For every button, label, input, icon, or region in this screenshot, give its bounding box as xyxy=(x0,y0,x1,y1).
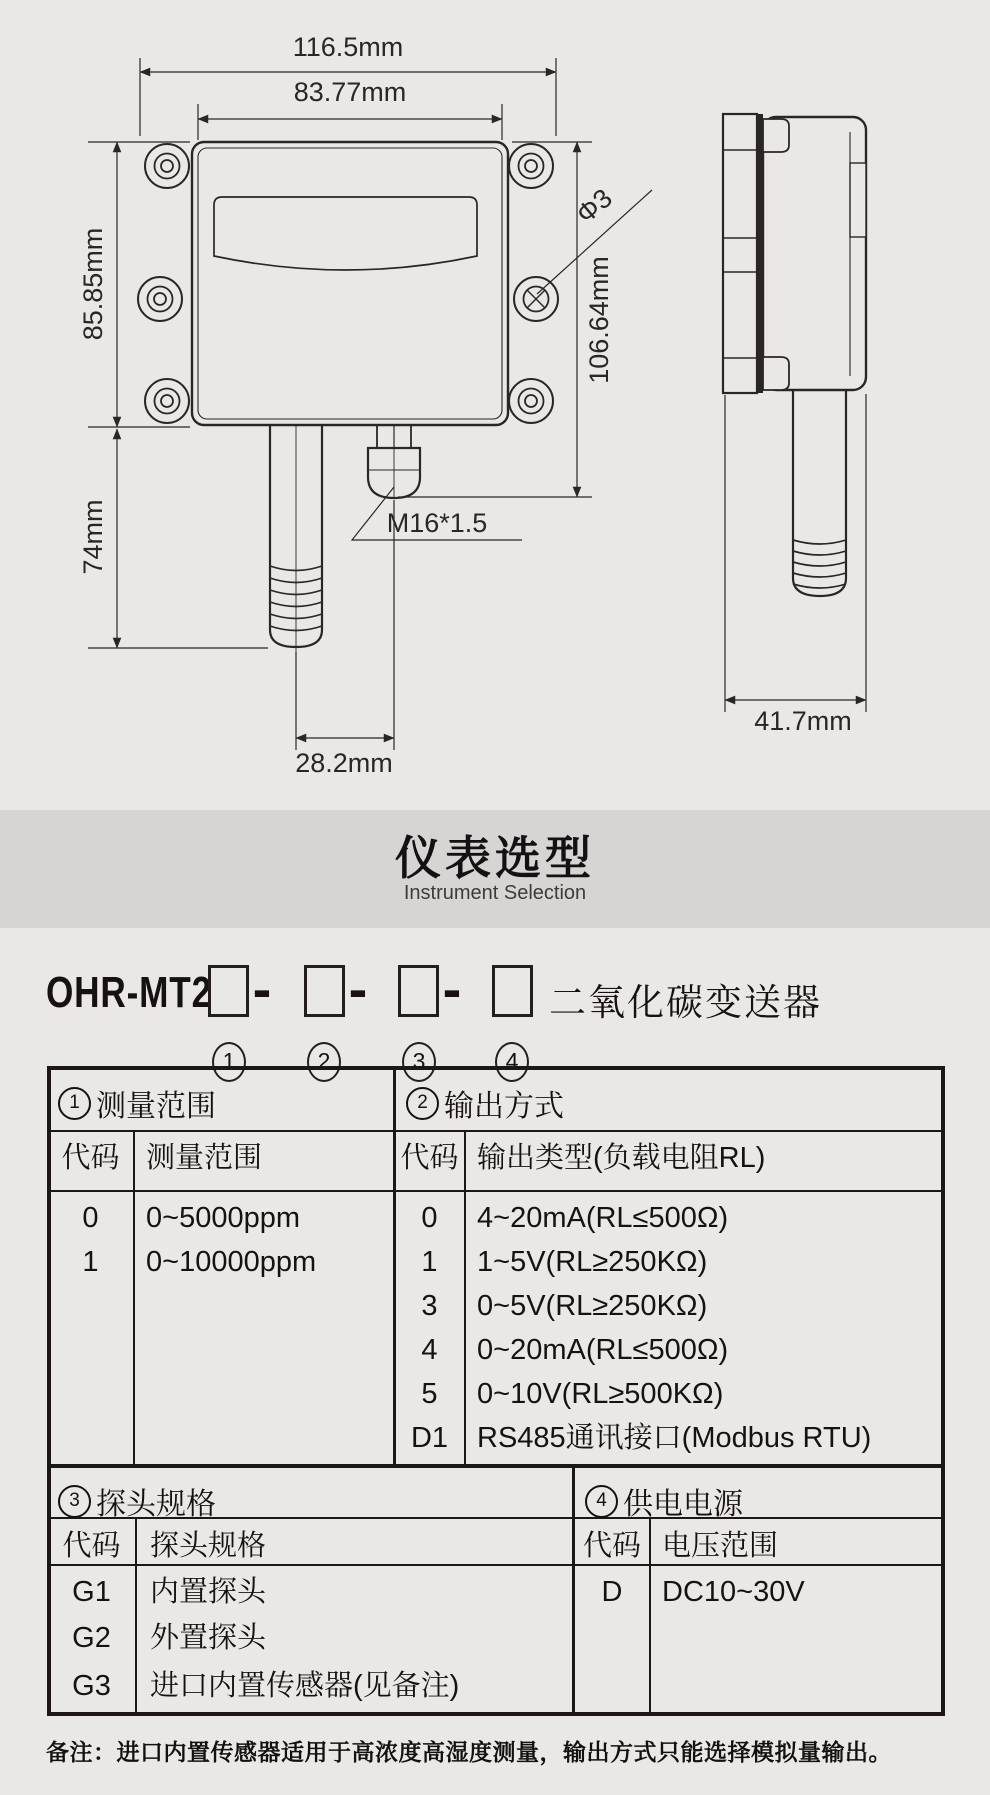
position-marker-1: 1 xyxy=(212,1042,246,1082)
bottom-tab xyxy=(763,357,789,390)
output-row-code: 3 xyxy=(421,1290,438,1322)
footer-note: 备注：进口内置传感器适用于高浓度高湿度测量，输出方式只能选择模拟量输出。 xyxy=(46,1739,892,1765)
power-row-code: D xyxy=(601,1576,623,1608)
col-header-code-probe: 代码 xyxy=(62,1530,121,1562)
dim-probe-offset: 28.2mm xyxy=(295,748,393,778)
output-row-code: 4 xyxy=(421,1334,438,1366)
col-header-value-measure: 测量范围 xyxy=(146,1142,263,1174)
model-box-4 xyxy=(492,965,533,1017)
measure-row-value: 0~5000ppm xyxy=(146,1202,300,1234)
measure-row-value: 0~10000ppm xyxy=(146,1246,317,1278)
side-clip xyxy=(850,163,866,237)
front-view xyxy=(138,142,558,652)
dim-body-height: 85.85mm xyxy=(78,227,108,341)
power-row-value: DC10~30V xyxy=(662,1576,805,1608)
section-title-power: 供电电源 xyxy=(623,1488,743,1521)
output-row-code: 1 xyxy=(421,1246,438,1278)
badge-1: 1 xyxy=(58,1087,91,1120)
probe-row-value: 进口内置传感器(见备注) xyxy=(150,1670,460,1702)
probe-row-code: G1 xyxy=(72,1576,111,1608)
dim-overall-width: 116.5mm xyxy=(292,32,404,62)
section-title-measure: 测量范围 xyxy=(96,1090,216,1123)
section-header-output xyxy=(406,1081,564,1125)
side-view xyxy=(723,114,866,596)
divider-code1 xyxy=(133,1132,135,1466)
output-row-code: 0 xyxy=(421,1202,438,1234)
dim-probe-length: 74mm xyxy=(78,499,108,575)
probe-front xyxy=(270,425,322,652)
dim-side-depth: 41.7mm xyxy=(754,706,852,736)
col-header-code-measure: 代码 xyxy=(61,1142,120,1174)
probe-side xyxy=(793,390,846,596)
output-row-value: 0~5V(RL≥250KΩ) xyxy=(477,1290,708,1322)
position-marker-2: 2 xyxy=(307,1042,341,1082)
output-row-value: 4~20mA(RL≤500Ω) xyxy=(477,1202,729,1234)
section-header-probe xyxy=(58,1479,216,1523)
page-subtitle: Instrument Selection xyxy=(403,882,587,904)
section-band xyxy=(0,810,990,928)
section-header-power xyxy=(585,1479,743,1523)
output-row-code: 5 xyxy=(421,1378,438,1410)
dim-total-height: 106.64mm xyxy=(584,256,614,384)
col-header-value-probe: 探头规格 xyxy=(150,1530,267,1562)
dim-gland-thread: M16*1.5 xyxy=(386,508,488,538)
col-header-value-power: 电压范围 xyxy=(662,1530,779,1562)
badge-2: 2 xyxy=(406,1087,439,1120)
rule-mid-table xyxy=(51,1464,943,1468)
probe-row-value: 外置探头 xyxy=(150,1622,267,1654)
col-header-code-output: 代码 xyxy=(400,1142,459,1174)
badge-4: 4 xyxy=(585,1485,618,1518)
probe-row-code: G2 xyxy=(72,1622,111,1654)
probe-row-code: G3 xyxy=(72,1670,111,1702)
position-marker-4: 4 xyxy=(495,1042,529,1082)
top-tab xyxy=(763,119,789,152)
probe-row-value: 内置探头 xyxy=(150,1576,267,1608)
model-dash-2: - xyxy=(348,957,368,1020)
back-plate xyxy=(723,114,757,393)
output-row-value: 0~20mA(RL≤500Ω) xyxy=(477,1334,729,1366)
badge-3: 3 xyxy=(58,1485,91,1518)
output-row-value: 1~5V(RL≥250KΩ) xyxy=(477,1246,708,1278)
section-title-probe: 探头规格 xyxy=(96,1488,216,1521)
output-row-value: RS485通讯接口(Modbus RTU) xyxy=(477,1422,872,1454)
page-title: 仪表选型 xyxy=(395,832,595,884)
measure-row-code: 0 xyxy=(82,1202,99,1234)
dim-inner-width: 83.77mm xyxy=(293,77,407,107)
dim-hole-diameter: Φ3 xyxy=(570,182,618,230)
output-row-code: D1 xyxy=(410,1422,449,1454)
enclosure-front xyxy=(192,142,508,425)
rule-under-column-headers xyxy=(51,1190,943,1192)
output-row-value: 0~10V(RL≥500KΩ) xyxy=(477,1378,724,1410)
model-prefix: OHR-MT2 xyxy=(46,968,212,1017)
measure-row-code: 1 xyxy=(82,1246,99,1278)
col-header-code-power: 代码 xyxy=(582,1530,641,1562)
col-header-value-output: 输出类型(负载电阻RL) xyxy=(477,1142,766,1174)
model-dash-1: - xyxy=(252,957,272,1020)
rule-under-column-headers-2 xyxy=(51,1564,943,1566)
section-header-measure xyxy=(58,1081,216,1125)
rule-under-section-headers xyxy=(51,1130,943,1132)
technical-drawing xyxy=(0,0,990,810)
position-marker-3: 3 xyxy=(402,1042,436,1082)
section-title-output: 输出方式 xyxy=(444,1090,564,1123)
model-suffix: 二氧化碳变送器 xyxy=(549,982,822,1023)
model-dash-3: - xyxy=(442,957,462,1020)
